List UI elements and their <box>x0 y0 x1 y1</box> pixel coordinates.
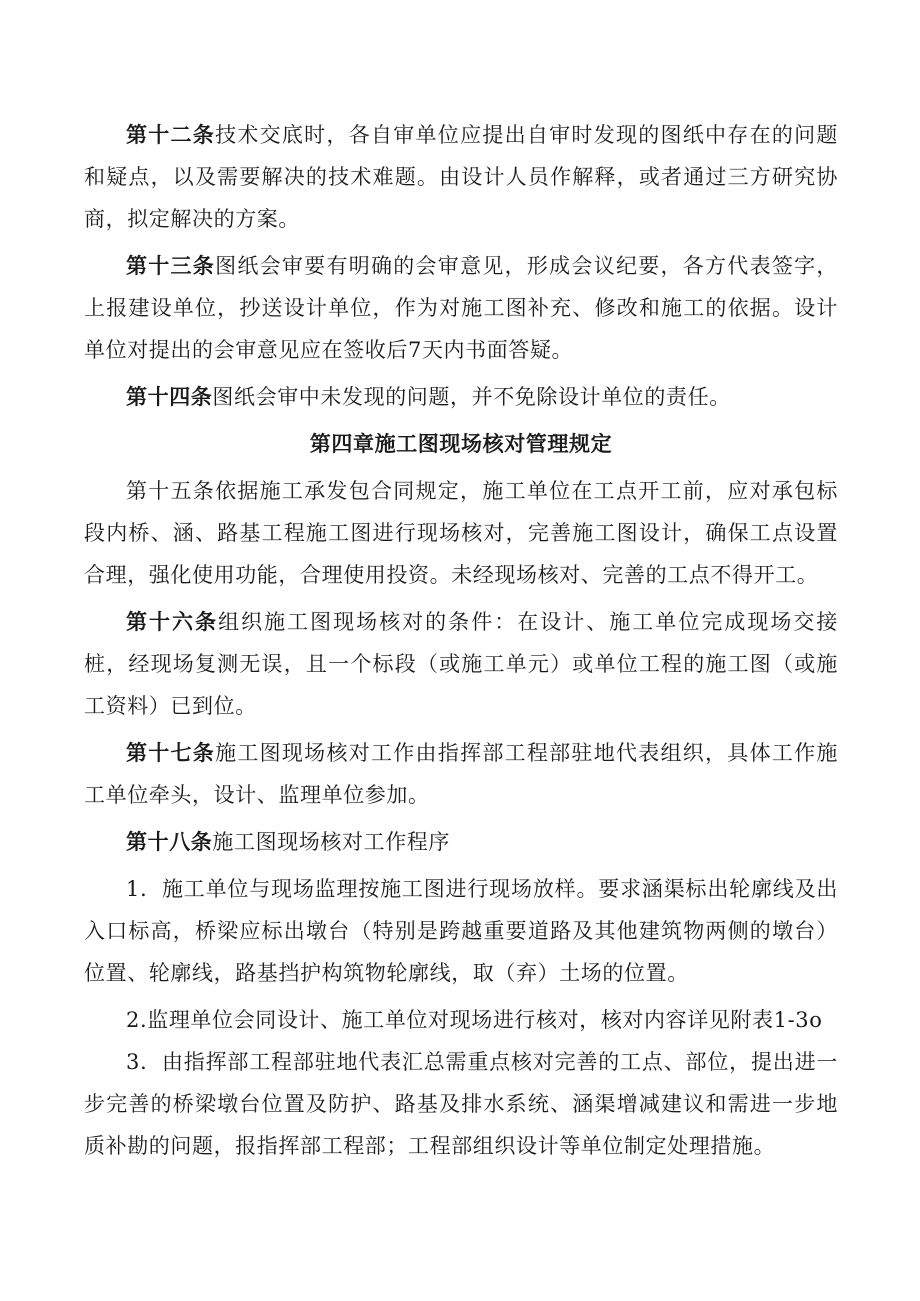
article-14-text: 图纸会审中未发现的问题，并不免除设计单位的责任。 <box>212 385 731 409</box>
article-17-paragraph <box>84 732 838 816</box>
article-15-text: 第十五条依据施工承发包合同规定，施工单位在工点开工前，应对承包标段内桥、涵、路基工程施工图进行现场核对，完善施工图设计，确保工点设置合理，强化使用功能，合理使用投资。未经现场核对、完善的工点不得开工。 <box>84 479 838 587</box>
chapter-title: 第四章施工图现场核对管理规定 <box>309 431 613 456</box>
article-16-paragraph <box>84 601 838 727</box>
article-13-paragraph <box>84 245 838 371</box>
article-13-text: 图纸会审要有明确的会审意见，形成会议纪要，各方代表签字，上报建设单位，抄送设计单位，作为对施工图补充、修改和施工的依据。设计单位对提出的会审意见应在签收后7天内书面答疑。 <box>84 254 838 362</box>
step-1-paragraph: 1．施工单位与现场监理按施工图进行现场放样。要求涵渠标出轮廓线及出入口标高，桥梁应标出墩台（特别是跨越重要道路及其他建筑物两侧的墩台）位置、轮廓线，路基挡护构筑物轮廓线，取（弃）土场的位置。 <box>84 877 838 985</box>
article-16-heading: 第十六条 <box>126 609 219 634</box>
article-18-text: 施工图现场核对工作程序 <box>212 830 451 854</box>
article-17-text: 施工图现场核对工作由指挥部工程部驻地代表组织，具体工作施工单位牵头，设计、监理单位参加。 <box>84 741 838 807</box>
article-17-heading: 第十七条 <box>126 740 216 765</box>
article-18-heading: 第十八条 <box>126 829 213 854</box>
step-3-paragraph: 3．由指挥部工程部驻地代表汇总需重点核对完善的工点、部位，提出进一步完善的桥梁墩台位置及防护、路基及排水系统、涵渠增减建议和需进一步地质补勘的问题，报指挥部工程部；工程部组织设计等单位制定处理措施。 <box>84 1050 838 1158</box>
article-12-text: 技术交底时，各自审单位应提出自审时发现的图纸中存在的问题和疑点，以及需要解决的技术难题。由设计人员作解释，或者通过三方研究协商，拟定解决的方案。 <box>84 123 838 231</box>
document-body <box>84 114 838 1172</box>
article-14-paragraph <box>84 376 838 418</box>
step-2-paragraph: 2.监理单位会同设计、施工单位对现场进行核对，核对内容详见附表1-3o <box>126 1008 823 1032</box>
article-16-text: 组织施工图现场核对的条件：在设计、施工单位完成现场交接桩，经现场复测无误，且一个标段（或施工单元）或单位工程的施工图（或施工资料）已到位。 <box>84 610 838 718</box>
article-13-heading: 第十三条 <box>126 253 216 278</box>
article-12-heading: 第十二条 <box>126 122 216 147</box>
article-14-heading: 第十四条 <box>126 384 213 409</box>
article-18-paragraph <box>84 821 838 863</box>
article-15-paragraph <box>84 470 838 596</box>
article-12-paragraph <box>84 114 838 240</box>
